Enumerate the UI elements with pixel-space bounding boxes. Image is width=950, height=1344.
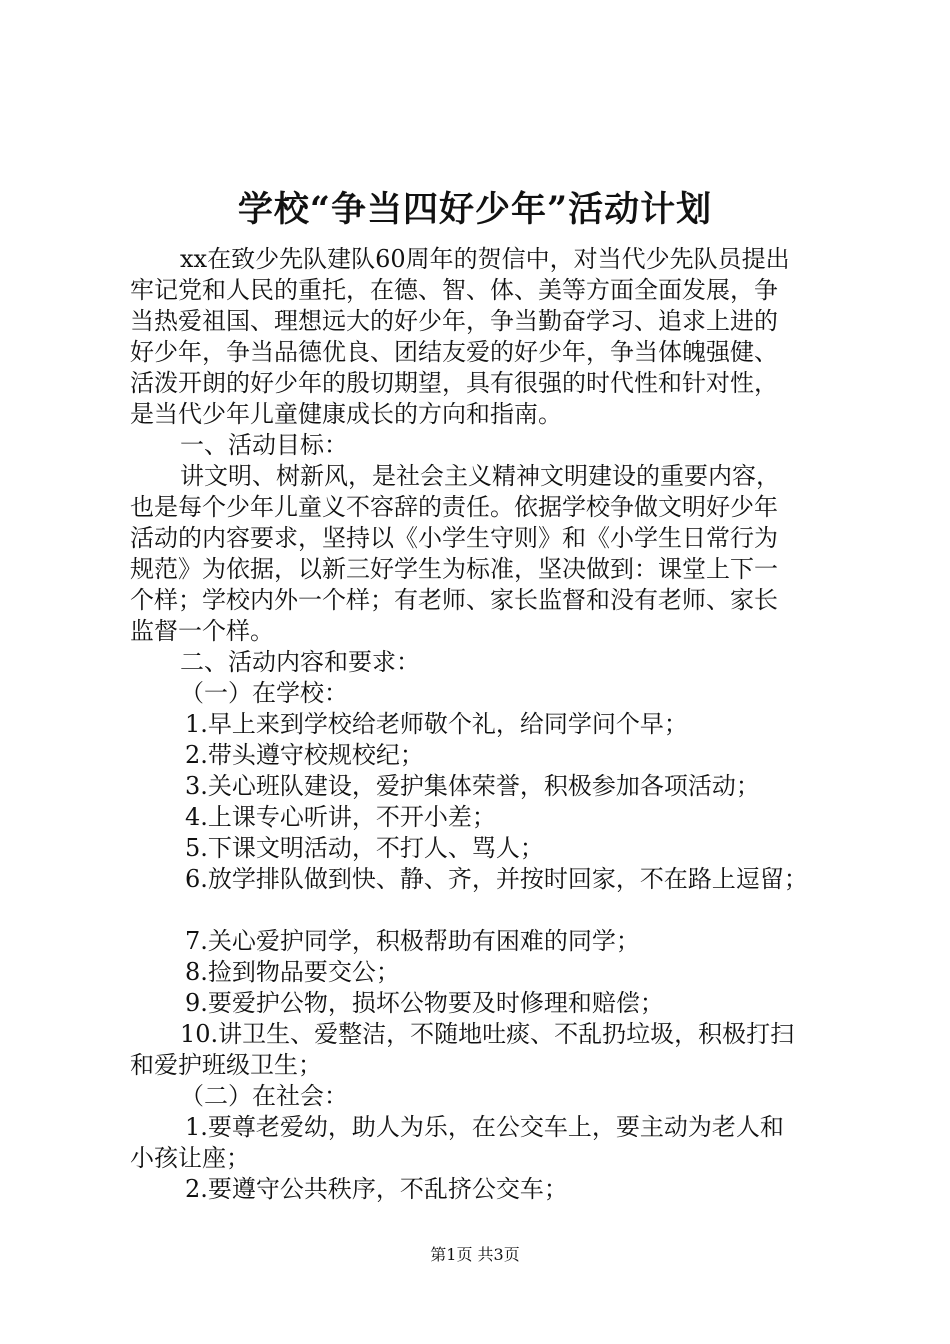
section-heading: 一、活动目标： bbox=[180, 431, 348, 459]
list-item: 3.关心班队建设，爱护集体荣誉，积极参加各项活动； bbox=[185, 772, 760, 800]
list-item-continuation: 和爱护班级卫生； bbox=[130, 1051, 322, 1079]
list-item: 1.早上来到学校给老师敬个礼，给同学问个早； bbox=[185, 710, 688, 738]
list-item: 4.上课专心听讲，不开小差； bbox=[185, 803, 496, 831]
document-title: 学校“争当四好少年”活动计划 bbox=[237, 189, 713, 230]
page-number-footer: 第1页 共3页 bbox=[430, 1245, 520, 1264]
list-item: 6.放学排队做到快、静、齐，并按时回家，不在路上逗留； bbox=[185, 865, 808, 893]
list-item: 2.带头遵守校规校纪； bbox=[185, 741, 424, 769]
list-item: 2.要遵守公共秩序，不乱挤公交车； bbox=[185, 1175, 568, 1203]
paragraph-line: 也是每个少年儿童义不容辞的责任。依据学校争做文明好少年 bbox=[130, 493, 778, 521]
list-item: 10.讲卫生、爱整洁，不随地吐痰、不乱扔垃圾，积极打扫 bbox=[180, 1020, 795, 1048]
list-item: 9.要爱护公物，损坏公物要及时修理和赔偿； bbox=[185, 989, 664, 1017]
paragraph-line: 监督一个样。 bbox=[130, 617, 274, 645]
subsection-heading: （二）在社会： bbox=[180, 1082, 348, 1110]
paragraph-line: 个样；学校内外一个样；有老师、家长监督和没有老师、家长 bbox=[130, 586, 778, 614]
section-heading: 二、活动内容和要求： bbox=[180, 648, 420, 676]
list-item: 1.要尊老爱幼，助人为乐，在公交车上，要主动为老人和 bbox=[185, 1113, 784, 1141]
paragraph-line: xx在致少先队建队60周年的贺信中，对当代少先队员提出 bbox=[180, 245, 790, 273]
paragraph-line: 好少年，争当品德优良、团结友爱的好少年，争当体魄强健、 bbox=[130, 338, 778, 366]
list-item: 8.捡到物品要交公； bbox=[185, 958, 400, 986]
paragraph-line: 规范》为依据，以新三好学生为标准，坚决做到：课堂上下一 bbox=[130, 555, 778, 583]
subsection-heading: （一）在学校： bbox=[180, 679, 348, 707]
paragraph-line: 讲文明、树新风，是社会主义精神文明建设的重要内容， bbox=[180, 462, 780, 490]
paragraph-line: 活动的内容要求，坚持以《小学生守则》和《小学生日常行为 bbox=[130, 524, 778, 552]
paragraph-line: 活泼开朗的好少年的殷切期望，具有很强的时代性和针对性， bbox=[130, 369, 778, 397]
list-item: 7.关心爱护同学，积极帮助有困难的同学； bbox=[185, 927, 640, 955]
paragraph-line: 牢记党和人民的重托，在德、智、体、美等方面全面发展，争 bbox=[130, 276, 778, 304]
list-item: 5.下课文明活动，不打人、骂人； bbox=[185, 834, 544, 862]
paragraph-line: 当热爱祖国、理想远大的好少年，争当勤奋学习、追求上进的 bbox=[130, 307, 778, 335]
paragraph-line: 是当代少年儿童健康成长的方向和指南。 bbox=[130, 400, 562, 428]
list-item-continuation: 小孩让座； bbox=[130, 1144, 250, 1172]
